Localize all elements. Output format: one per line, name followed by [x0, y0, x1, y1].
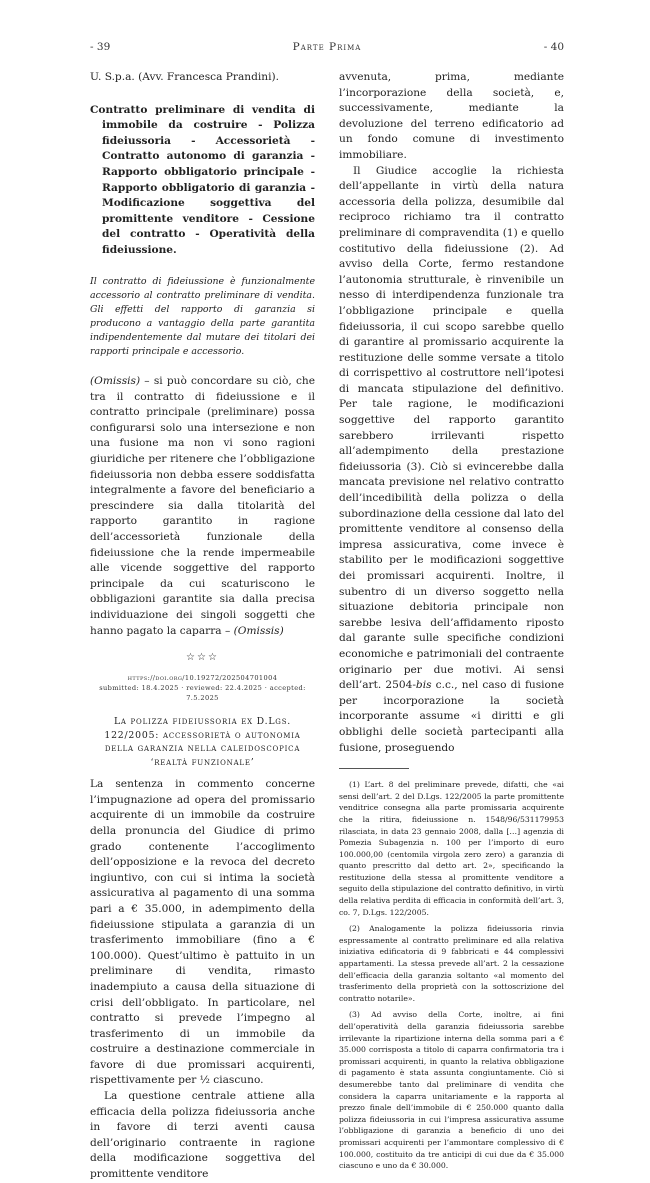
- decision-text: – si può concordare su ciò, che tra il contratto di fideiussione e il contratto principale (preliminare) possa configurarsi solo una intersezione e non una fusione ma non vi sono ragioni giuridiche per ritenere che l’obbligazione fideiussoria non debba essere soddisfatta integralmente a favore del beneficiario a prescindere sia dalla titolarità del rapporto garantito in ragione dell’accessorietà funzionale della fideiussione che la rende impermeabile alle vicende soggettive del rapporto principale da cui scaturiscono le obbligazioni garantite sia dalla precisa individuazione dei singoli soggetti che hanno pagato la caparra –: [90, 375, 315, 637]
- footnotes: [339, 779, 564, 1172]
- page-number-right: - 40: [543, 41, 564, 53]
- footnote-3: (3) Ad avviso della Corte, inoltre, ai fini dell’operatività della garanzia fideiussoria sarebbe irrilevante la ripartizione interna della somma pari a € 35.000 corrisposta a titolo di caparra confirmatoria tra i promissari acquirenti, in quanto la relativa obbligazione di pagamento è stata assunta congiuntamente. Ciò si desumerebbe tanto dal preliminare di vendita che considera la caparra unitariamente e la rapporta al prezzo finale dell’immobile di € 250.000 quanto dalla polizza fideiussoria in cui l’impresa assicurativa assume l’obbligazione di garanzia a beneficio di uno dei promissari acquirenti per l’ammontare complessivo di € 100.000, costituito da tre anticipi di cui due da € 35.000 ciascuno e uno da € 30.000.: [339, 1010, 564, 1171]
- footnote-2: (2) Analogamente la polizza fideiussoria rinvia espressamente al contratto preliminare ed alla relativa iniziativa edificatoria di 9 fabbricati e 44 complessivi appartamenti. La stessa prevede all’art. 2 la cessazione dell’efficacia della garanzia soltanto «al momento del trasferimento della proprietà con la sottoscrizione del contratto notarile».: [339, 924, 564, 1003]
- footnote-1: (1) L’art. 8 del preliminare prevede, difatti, che «ai sensi dell’art. 2 del D.Lgs. 122/2005 la parte promittente venditrice consegna alla parte promissaria acquirente che la ritira, fideiussione n. 1548/96/531179953 rilasciata, in data 23 gennaio 2008, dalla […] agenzia di Pomezia Subagenzia n. 100 per l’importo di euro 100.000,00 (centomila virgola zero zero) a garanzia di quanto prescritto dal detto art. 2», specificando la restituzione della stessa al promittente venditore a seguito della stipulazione del contratto definitivo, in virtù della relativa perdita di efficacia in conformità dell’art. 3, co. 7, D.Lgs. 122/2005.: [339, 780, 564, 917]
- comment-paragraph-1: La sentenza in commento concerne l’impugnazione ad opera del promissario acquirente di un immobile da costruire della pronuncia del Giudice di primo grado contenente l’accoglimento dell’opposizione e la revoca del decreto ingiuntivo, con cui si intima la società assicurativa al pagamento di una somma pari a € 35.000, in adempimento della fideiussione stipulata a garanzia di un trasferimento immobiliare (fino a € 100.000). Quest’ultimo è pattuito in un preliminare di vendita, rimasto inadempiuto a causa della situazione di crisi dell’obbligato. In particolare, nel contratto si prevede l’impegno al trasferimento di un immobile da costruire a destinazione commerciale in favore di due promissari acquirenti, rispettivamente per ½ ciascuno.: [90, 778, 315, 1087]
- review-dates: submitted: 18.4.2025 · reviewed: 22.4.2025 · accepted: 7.5.2025: [99, 684, 306, 703]
- omissis-open: (Omissis): [90, 375, 141, 388]
- comment-paragraph-4-tail: c.c., nel caso di fusione per incorporazione la società incorporante assume «i diritti e gli obblighi delle società partecipanti alla fusione, proseguendo: [339, 679, 565, 754]
- comment-paragraph-2: La questione centrale attiene alla efficacia della polizza fideiussoria anche in favore di terzi aventi causa dell’originario contraente in ragione della modificazione soggettiva del promittente venditore: [90, 1090, 315, 1181]
- massima: Il contratto di fideiussione è funzionalmente accessorio al contratto preliminare di vendita. Gli effetti del rapporto di garanzia si producono a vantaggio della parte garantita indipendentemente dal mutare dei titolari dei rapporti principale e accessorio.: [90, 275, 315, 357]
- left-column: [90, 70, 315, 1183]
- comment-paragraph-3: avvenuta, prima, mediante l’incorporazione della società, e, successivamente, mediante la devoluzione del terreno edificatorio ad un fondo comune di investimento immobiliare.: [339, 71, 564, 161]
- doi-line: https://doi.org/10.19272/202504701004: [127, 674, 278, 683]
- running-header: [90, 41, 564, 55]
- running-title: Parte Prima: [292, 41, 362, 53]
- headnote-keywords: Contratto preliminare di vendita di immobile da costruire - Polizza fideiussoria - Accessorietà - Contratto autonomo di garanzia - Rapporto obbligatorio principale - Rapporto obbligatorio di garanzia - Modificazione soggettiva del promittente venditore - Cessione del contratto - Operatività della fideiussione.: [90, 103, 315, 256]
- page-number-left: - 39: [90, 41, 111, 53]
- footnote-rule: [339, 768, 409, 769]
- omissis-close: (Omissis): [233, 624, 284, 637]
- decision-excerpt: [90, 374, 315, 639]
- comment-paragraph-4: [339, 164, 564, 757]
- comment-paragraph-4-text: Il Giudice accoglie la richiesta dell’appellante in virtù della natura accessoria della polizza, desumibile dal reciproco richiamo tra il contratto preliminare di compravendita (1) e quello costitutivo della fideiussione (2). Ad avviso della Corte, fermo restandone l’autonomia strutturale, è rinvenibile un nesso di interdipendenza funzionale tra l’obbligazione principale e quella fideiussoria, il cui scopo sarebbe quello di garantire al promissario acquirente la restituzione delle somme versate a titolo di corrispettivo al costruttore nell’ipotesi di mancata stipulazione del definitivo. Per tale ragione, le modificazioni soggettive del rapporto garantito sarebbero irrilevanti rispetto all’adempimento della prestazione fideiussoria (3). Ciò si evincerebbe dalla mancata previsione nel relativo contratto dell’incedibilità della polizza o della subordinazione della cessione dal lato del promittente venditore al consenso della impresa assicurativa, come invece è stabilito per le modificazioni soggettive dei promissari acquirenti. Inoltre, il subentro di un diverso soggetto nella situazione debitoria principale non sarebbe lesiva dell’affidamento riposto dal garante sulle specifiche condizioni economiche e patrimoniali del contraente originario per due motivi. Ai sensi dell’art. 2504-: [339, 164, 564, 692]
- comment-title: La polizza fideiussoria ex D.Lgs. 122/2005: accessorietà o autonomia della garanzia nella caleidoscopica ‘realtà funzionale’: [104, 716, 301, 768]
- counsel-signature: U. S.p.a. (Avv. Francesca Prandini).: [90, 71, 279, 83]
- section-stars: ☆☆☆: [186, 652, 219, 664]
- right-column: [339, 70, 564, 1177]
- bis-suffix: bis: [415, 679, 432, 692]
